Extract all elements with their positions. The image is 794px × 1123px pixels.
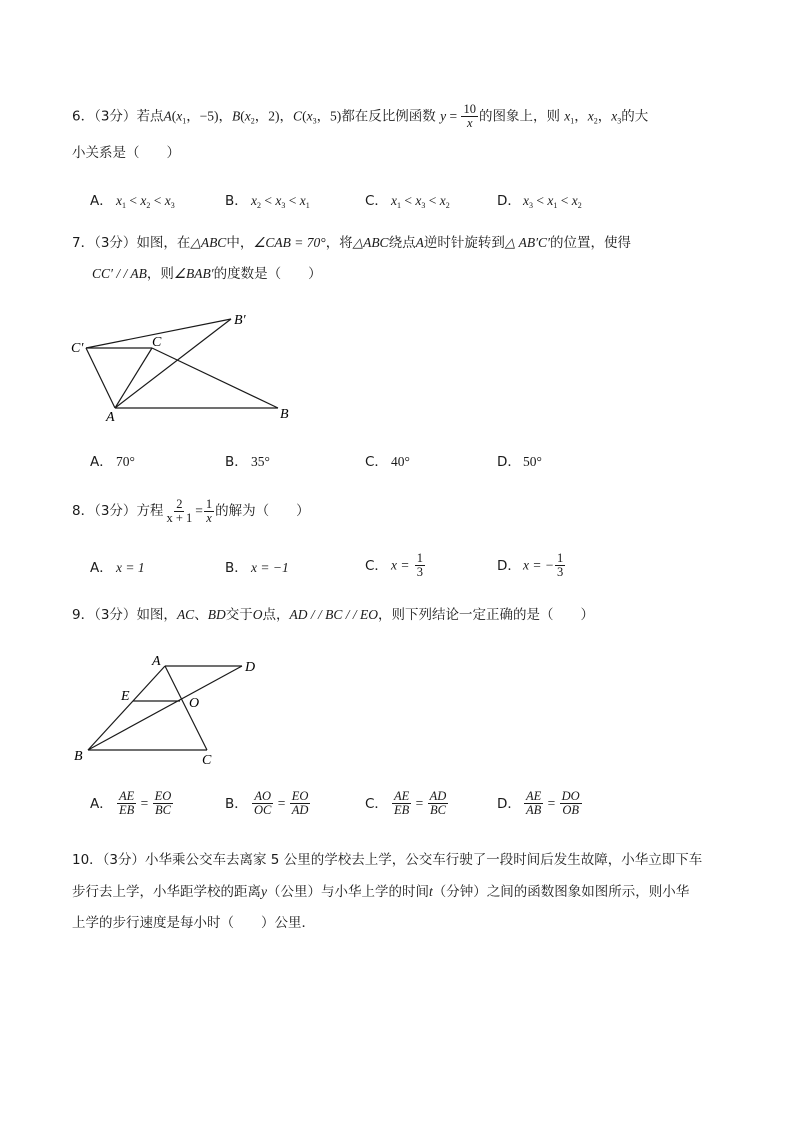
question-7: 7．（3分）如图，在△ABC中，∠CAB = 70°，将△ABC绕点A逆时针旋转到△ AB′C′的位置，使得 — [72, 235, 631, 251]
q9-label-d: D — [245, 660, 256, 675]
q8-options — [90, 552, 730, 584]
q9-number: 9．（3分） — [72, 607, 137, 623]
q9-segment-bd — [88, 666, 242, 750]
q7-options — [90, 450, 730, 474]
q8-fraction-right: $\frac{1}{x}$ — [205, 496, 213, 525]
q8-option-a[interactable]: A． x = 1 — [90, 560, 145, 576]
q8-option-d[interactable]: D． x = − $\frac{1}{3}$ — [497, 551, 564, 579]
q6-option-a[interactable]: A． $x_1 < x_2 < x_3$ — [90, 193, 175, 210]
q8-option-b[interactable]: B． x = −1 — [225, 560, 289, 576]
q9-label-c: C — [202, 753, 212, 768]
q9-label-e: E — [121, 689, 130, 704]
question-10-line-3: 上学的步行速度是每小时（ ）公里． — [72, 915, 315, 931]
q6-option-c[interactable]: C． $x_1 < x_3 < x_2$ — [365, 193, 450, 210]
q6-option-d[interactable]: D． $x_3 < x_1 < x_2$ — [497, 193, 582, 210]
q6-option-b[interactable]: B． $x_2 < x_3 < x_1$ — [225, 193, 310, 210]
q7-rotation-figure — [68, 310, 308, 430]
q8-fraction-left: $\frac{2}{x + 1}$ — [166, 496, 193, 525]
q8-option-c[interactable]: C． x = $\frac{1}{3}$ — [365, 551, 424, 579]
q9-segment-ab — [88, 666, 165, 750]
q9-segment-ac — [165, 666, 207, 750]
question-7-line-2: CC′ / / AB，则∠BAB′的度数是（ ） — [92, 266, 322, 282]
q7-label-bprime: B′ — [234, 313, 246, 328]
q6-function-fraction: $\frac{10}{x}$ — [463, 102, 476, 130]
q9-options — [90, 790, 730, 826]
q9-label-b: B — [74, 749, 83, 764]
q9-label-a: A — [152, 654, 161, 669]
q7-edge-c-b — [152, 348, 278, 408]
q6-number: 6．（3分） — [72, 108, 137, 125]
q8-number: 8．（3分） — [72, 503, 137, 519]
q9-label-o: O — [189, 696, 200, 711]
q7-label-a: A — [106, 410, 115, 425]
q9-option-a[interactable]: A． $\frac{AE}{EB}$ = $\frac{EO}{BC}$ — [90, 789, 172, 817]
q9-parallel-figure — [70, 648, 280, 773]
q7-edge-a-bprime — [115, 319, 231, 408]
question-10: 10．（3分）小华乘公交车去离家 5 公里的学校去上学，公交车行驶了一段时间后发生故障，小华立即下车 — [72, 852, 703, 868]
q6-options — [90, 189, 730, 213]
q7-option-a[interactable]: A． 70° — [90, 454, 135, 470]
question-9: 9．（3分）如图，AC、BD交于O点，AD / / BC / / EO，则下列结论一定正确的是（ ） — [72, 607, 594, 623]
question-6-line-2: 小关系是（ ） — [72, 145, 180, 161]
q7-label-cprime: C′ — [71, 341, 84, 356]
q9-option-d[interactable]: D． $\frac{AE}{AB}$ = $\frac{DO}{OB}$ — [497, 789, 580, 817]
q9-option-b[interactable]: B． $\frac{AO}{OC}$ = $\frac{EO}{AD}$ — [225, 789, 309, 817]
q7-option-b[interactable]: B． 35° — [225, 454, 270, 470]
q7-number: 7．（3分） — [72, 235, 137, 251]
question-10-line-2: 步行去上学，小华距学校的距离y（公里）与小华上学的时间t（分钟）之间的函数图象如图所示，则小华 — [72, 884, 690, 900]
q7-edge-c-a — [115, 348, 152, 408]
question-6: 6．（3分）若点$A(x_1$，−5)，$B(x_2$，2)，$C(x_3$，5)都在反比例函数 y = $\frac{10}{x}$ 的图象上，则 $x_1$，$x_2$，$x_3$的大 — [72, 102, 649, 130]
q7-option-d[interactable]: D． 50° — [497, 454, 542, 470]
q9-option-c[interactable]: C． $\frac{AE}{EB}$ = $\frac{AD}{BC}$ — [365, 789, 447, 817]
q7-edge-cprime-a — [86, 348, 115, 408]
question-8: 8．（3分）方程 $\frac{2}{x + 1}$ = $\frac{1}{x}$ 的解为（ ） — [72, 496, 310, 525]
q7-label-c: C — [152, 335, 162, 350]
q7-option-c[interactable]: C． 40° — [365, 454, 410, 470]
q7-label-b: B — [280, 407, 289, 422]
